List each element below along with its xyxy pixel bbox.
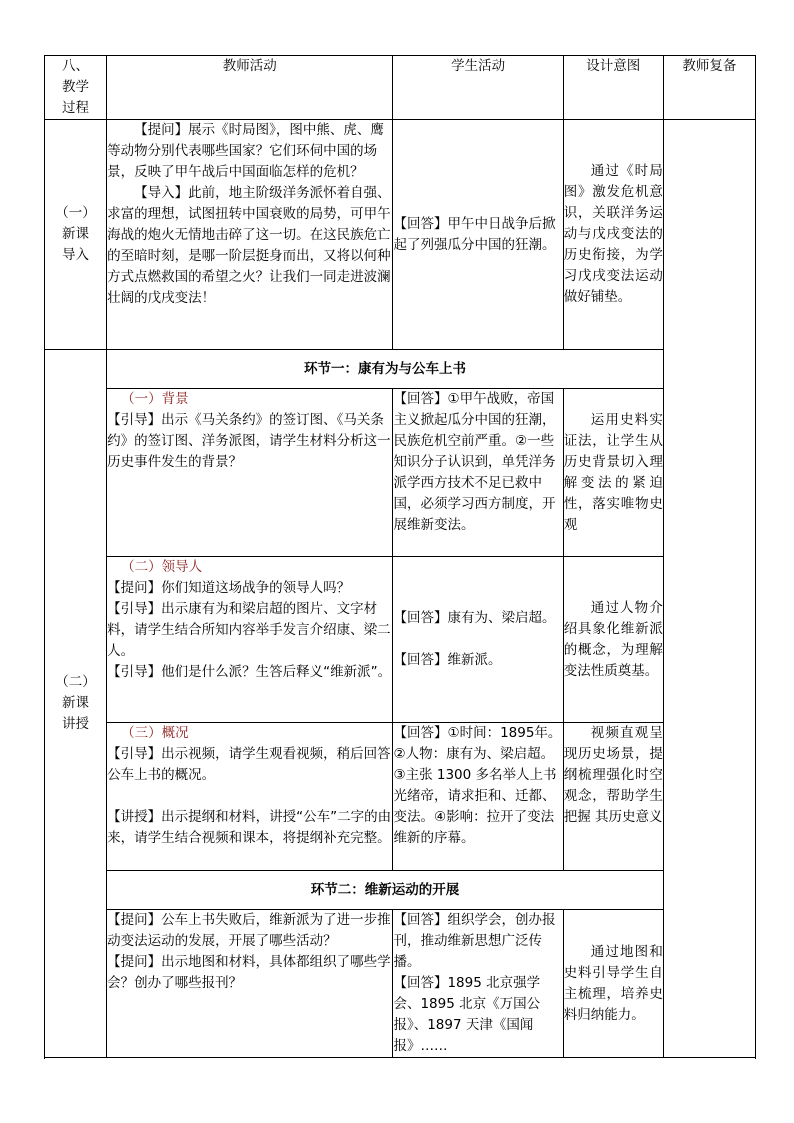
overview-lecture: 【讲授】出示提纲和材料，讲授“公车”二字的由来，请学生结合视频和课本，将提纲补充完整。 [107, 809, 392, 846]
leaders-question: 【提问】你们知道这场战争的领导人吗？ [107, 580, 351, 596]
leaders-subtitle: （二）领导人 [121, 559, 203, 575]
activities-question-2: 【提问】出示地图和材料，具体都组织了哪些学会？创办了哪些报刊？ [107, 954, 391, 991]
overview-guide: 【引导】出示视频，请学生观看视频，稍后回答公车上书的概况。 [107, 746, 391, 783]
overview-gap [107, 786, 392, 807]
lesson-plan-table [44, 55, 756, 1058]
section2-title: 环节二：维新运动的开展 [107, 871, 664, 910]
activities-design-intent: 通过地图和史料引导学生自主梳理，培养史料归纳能力。 [563, 910, 663, 1058]
section1-title: 环节一：康有为与公车上书 [107, 350, 664, 389]
leaders-row [45, 557, 756, 723]
overview-student-activity: 【回答】①时间：1895年。②人物：康有为、梁启超。③主张 1300 多名举人上书光绪帝，请求拒和、迁都、变法。④影响：拉开了变法维新的序幕。 [393, 723, 563, 871]
background-guide: 【引导】出示《马关条约》的签订图、《马关条约》的签订图、洋务派图，请学生材料分析这一历史事件发生的背景？ [107, 412, 391, 470]
activities-answer-1: 【回答】组织学会，创办报刊，推动维新思想广泛传播。 [393, 912, 556, 970]
header-stage-line: 八、 [62, 58, 90, 74]
stage1-label-line: 导入 [62, 247, 90, 263]
header-stage-cell [45, 56, 107, 120]
teacher-review-column [663, 120, 755, 1058]
overview-row [45, 723, 756, 871]
activities-teacher-activity [107, 910, 393, 1058]
stage2-label [45, 350, 107, 1058]
stage1-label-line: （一） [55, 205, 96, 221]
leaders-guide: 【引导】出示康有为和梁启超的图片、文字材料，请学生结合所知内容举手发言介绍康、梁二人。 [107, 601, 391, 659]
stage1-student-activity: 【回答】甲午中日战争后掀起了列强瓜分中国的狂潮。 [393, 120, 563, 350]
stage1-design-intent: 通过《时局图》激发危机意识，关联洋务运动与戊戌变法的历史衔接，为学习戊戌变法运动做好铺垫。 [563, 120, 663, 350]
header-design-intent: 设计意图 [563, 56, 663, 120]
stage2-label-line: 新课 [62, 695, 90, 711]
background-student-activity: 【回答】①甲午战败，帝国主义掀起瓜分中国的狂潮，民族危机空前严重。②一些知识分子认识到，单凭洋务派学西方技术不足已救中国，必须学习西方制度，开展维新变法。 [393, 389, 563, 557]
stage1-row [45, 120, 756, 350]
leaders-answer-2: 【回答】维新派。 [393, 652, 502, 668]
stage2-label-line: 讲授 [62, 716, 90, 732]
stage1-label [45, 120, 107, 350]
stage1-teacher-activity [107, 120, 393, 350]
overview-design-intent: 视频直观呈现历史场景，提纲梳理强化时空观念，帮助学生把握 其历史意义 [563, 723, 663, 871]
header-teacher-activity: 教师活动 [107, 56, 393, 120]
header-stage-line: 教学 [62, 79, 90, 95]
leaders-design-intent: 通过人物介绍具象化维新派 的概念，为理解变法性质奠基。 [563, 557, 663, 723]
stage1-question: 【提问】展示《时局图》，图中熊、虎、鹰等动物分别代表哪些国家？它们环伺中国的场景，反映了甲午战后中国面临怎样的危机？ [107, 122, 384, 180]
background-teacher-activity [107, 389, 393, 557]
header-stage-line: 过程 [62, 100, 90, 116]
overview-subtitle: （三）概况 [121, 725, 189, 741]
activities-answer-2: 【回答】1895 北京强学会、1895 北京《万国公报》、1897 天津《国闻报》…… [393, 975, 541, 1054]
activities-row [45, 910, 756, 1058]
background-subtitle: （一）背景 [121, 391, 189, 407]
leaders-student-activity [393, 557, 563, 723]
header-teacher-review: 教师复备 [663, 56, 755, 120]
header-row [45, 56, 756, 120]
background-design-intent: 运用史料实证法，让学生从历史背景切入理解变法的紧迫性，落实唯物史观 [563, 389, 663, 557]
stage1-label-line: 新课 [62, 226, 90, 242]
leaders-guide-2: 【引导】他们是什么派？生答后释义“维新派”。 [107, 664, 392, 680]
header-student-activity: 学生活动 [393, 56, 563, 120]
background-row [45, 389, 756, 557]
stage2-label-line: （二） [55, 674, 96, 690]
leaders-answer-gap [393, 629, 562, 650]
section2-row [45, 871, 756, 910]
section1-row [45, 350, 756, 389]
activities-student-activity [393, 910, 563, 1058]
leaders-teacher-activity [107, 557, 393, 723]
leaders-answer-1: 【回答】康有为、梁启超。 [393, 610, 556, 626]
overview-teacher-activity [107, 723, 393, 871]
stage1-intro: 【导入】此前，地主阶级洋务派怀着自强、求富的理想，试图扭转中国衰败的局势，可甲午海战的炮火无情地击碎了这一切。在这民族危亡的至暗时刻，是哪一阶层挺身而出，又将以何种方式点燃救国的希望之火？让我们一同走进波澜壮阔的戊戌变法！ [107, 185, 391, 306]
activities-question-1: 【提问】公车上书失败后，维新派为了进一步推动变法运动的发展，开展了哪些活动？ [107, 912, 391, 949]
